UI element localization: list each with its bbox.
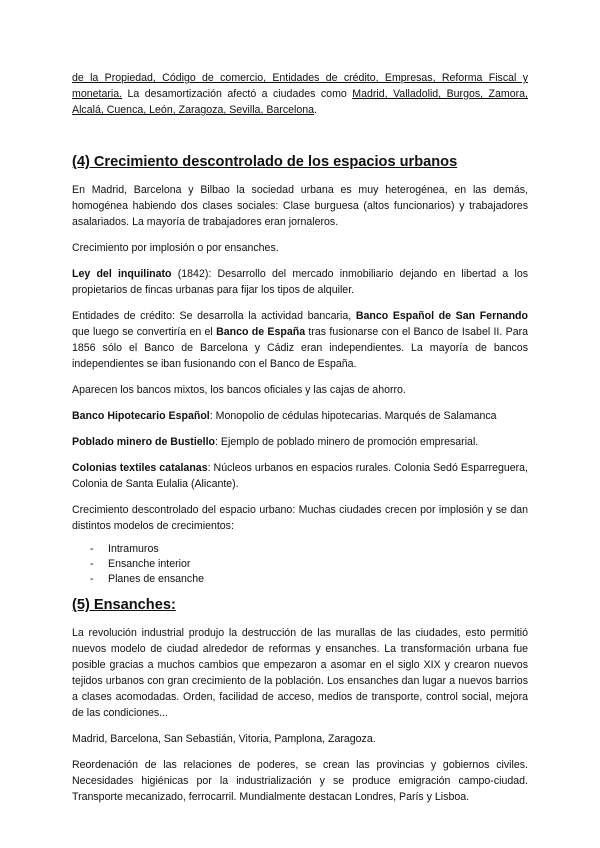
s4-paragraph-bustiello: Poblado minero de Bustiello: Ejemplo de poblado minero de promoción empresarial. [72,436,479,448]
list-item: - Planes de ensanche [90,573,205,585]
s4-banco-san-fernando: Banco Español de San Fernando [355,310,528,322]
intro-text: La desamortización afectó a ciudades como [122,88,353,100]
intro-underlined-cities: Madrid, Valladolid, Burgos, Zamora, Alcalá, Cuenca, León, Zaragoza, Sevilla, Barcelona [72,88,528,116]
s4-paragraph-growth: Crecimiento por implosión o por ensanches. [72,242,279,254]
s4-paragraph-models: Crecimiento descontrolado del espacio urbano: Muchas ciudades crecen por implosión y se dan distintos modelos de crecimientos: [72,504,528,532]
document-page [72,70,528,805]
s5-paragraph-revolution: La revolución industrial produjo la destrucción de las murallas de las ciudades, esto permitió nuevos modelo de ciudad alrededor de reformas y ensanches. La transformación urbana fue posible gracias a muchos cambios que empezaron a asomar en el siglo XIX y crearon nuevos tejidos urbanos con gran crecimiento de la población. Los ensanches dan lugar a nuevos barrios a clases acomodadas. Orden, facilidad de acceso, medios de transporte, control social, mejora de las condiciones... [72,627,528,719]
intro-paragraph: de la Propiedad, Código de comercio, Entidades de crédito, Empresas, Reforma Fiscal y monetaria. La desamortización afectó a ciudades como Madrid, Valladolid, Burgos, Zamora, Alcalá, Cuenca, León, Zaragoza, Sevilla, Barcelona. [72,72,528,116]
s5-paragraph-cities: Madrid, Barcelona, San Sebastián, Vitoria, Pamplona, Zaragoza. [72,733,376,745]
s4-banco-hipotecario-label: Banco Hipotecario Español [72,410,210,422]
s4-paragraph-inquilinato: Ley del inquilinato (1842): Desarrollo del mercado inmobiliario dejando en libertad a los propietarios de fincas urbanas para fijar los tipos de alquiler. [72,268,529,296]
section-5-heading: (5) Ensanches: [72,597,176,613]
s4-ley-inquilinato-label: Ley del inquilinato [72,268,172,280]
list-item: - Ensanche interior [90,558,191,570]
s5-paragraph-reordering: Reordenación de las relaciones de poderes, se crean las provincias y gobiernos civiles. Necesidades higiénicas por la industrialización y se produce emigración campo-ciudad. Transporte mecanizado, ferrocarril. Mundialmente destacan Londres, París y Lisboa. [72,759,528,803]
s4-paragraph-credit: Entidades de crédito: Se desarrolla la actividad bancaria, Banco Español de San Fernando que luego se convertiría en el Banco de España tras fusionarse con el Banco de Isabel II. Para 1856 sólo el Banco de Barcelona y Cádiz eran independientes. La mayoría de bancos independientes se iban fusionando con el Banco de España. [72,310,529,370]
s4-banco-de-espana: Banco de España [216,326,306,338]
s4-paragraph-hipotecario: Banco Hipotecario Español: Monopolio de cédulas hipotecarias. Marqués de Salamanca [72,410,497,422]
s4-growth-models-list [72,542,528,587]
s4-paragraph-society: En Madrid, Barcelona y Bilbao la sociedad urbana es muy heterogénea, en las demás, homogénea habiendo dos clases sociales: Clase burguesa (altos funcionarios) y trabajadores asalariados. La mayoría de trabajadores eran jornaleros. [72,184,528,228]
s4-paragraph-colonias: Colonias textiles catalanas: Núcleos urbanos en espacios rurales. Colonia Sedó Esparreguera, Colonia de Santa Eulalia (Alicante). [72,462,528,490]
list-item: - Intramuros [90,543,159,555]
section-4-heading: (4) Crecimiento descontrolado de los espacios urbanos [72,154,458,170]
intro-underlined-laws: de la Propiedad, Código de comercio, Entidades de crédito, Empresas, Reforma Fiscal y monetaria. [72,72,528,100]
s4-bustiello-label: Poblado minero de Bustiello [72,436,216,448]
s4-paragraph-banks: Aparecen los bancos mixtos, los bancos oficiales y las cajas de ahorro. [72,384,406,396]
s4-colonias-label: Colonias textiles catalanas [72,462,208,474]
